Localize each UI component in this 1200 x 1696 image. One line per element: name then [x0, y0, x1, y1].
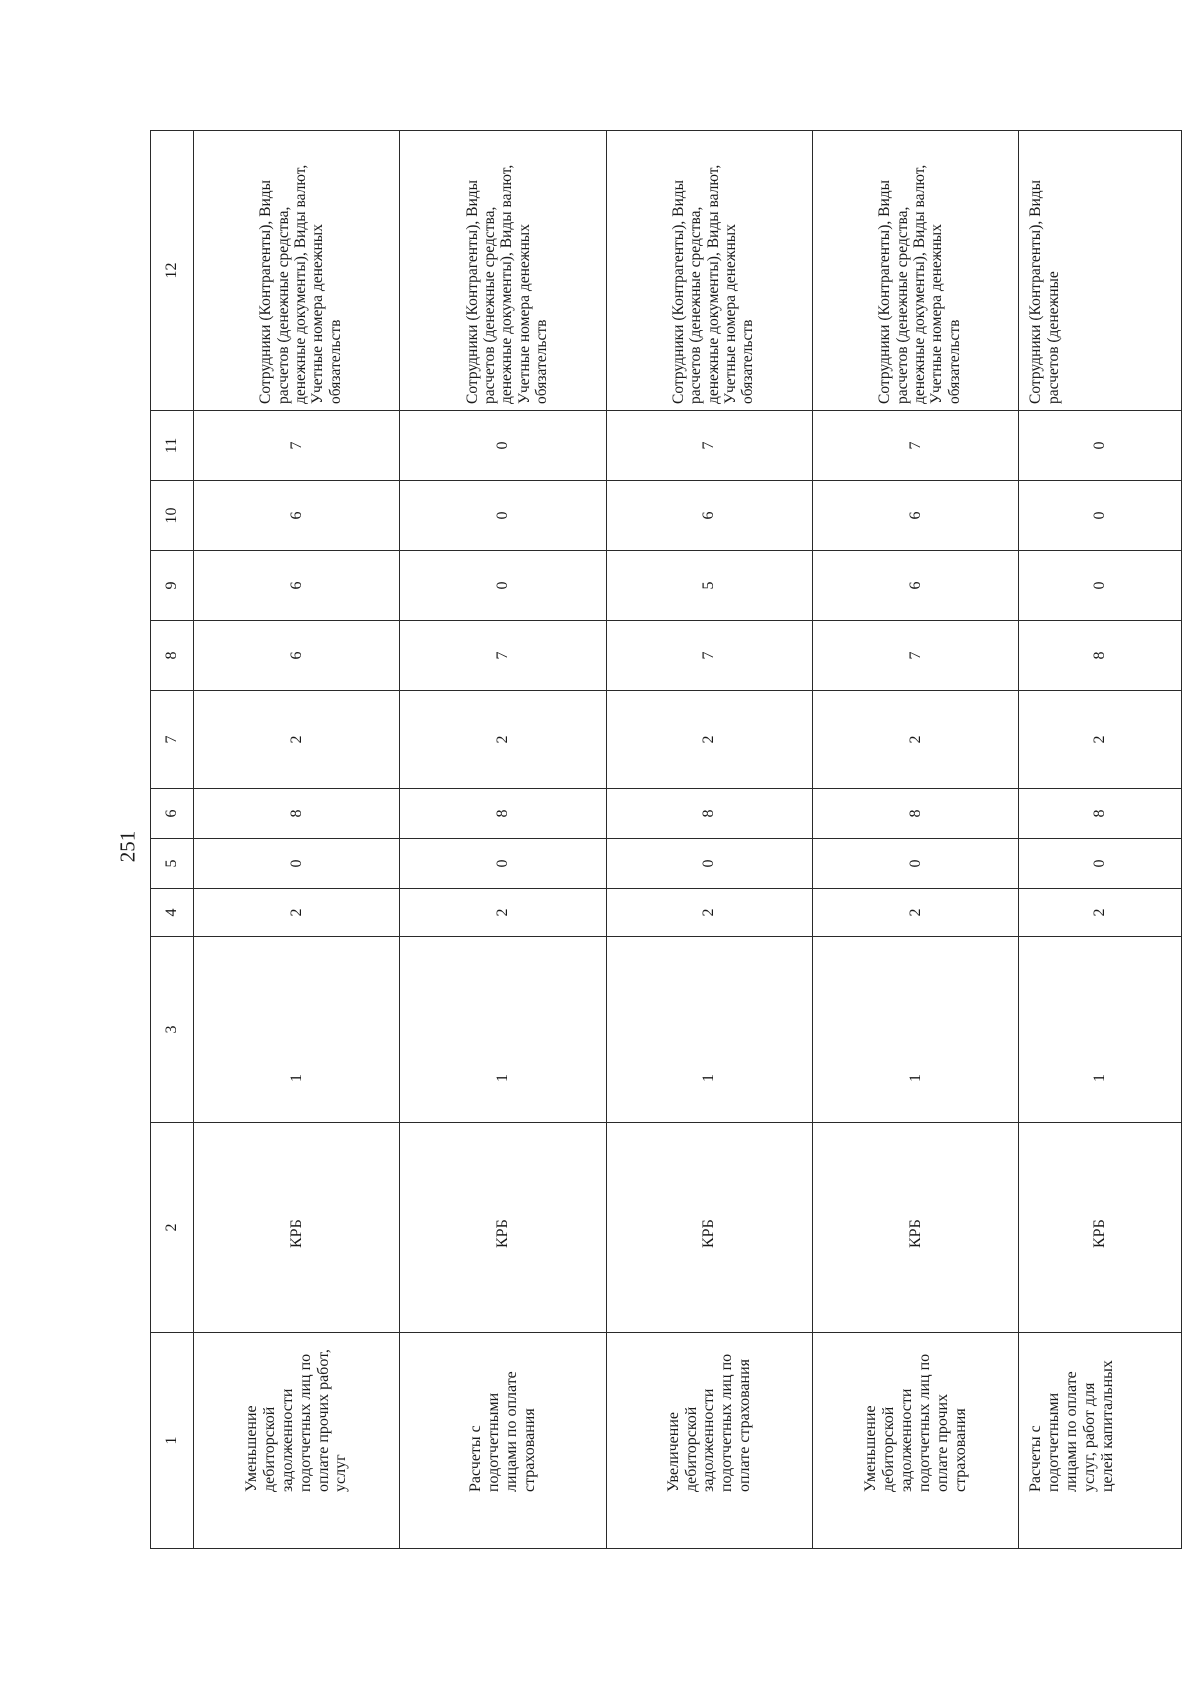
- column-8-cell: 6: [194, 621, 400, 691]
- table-row: [606, 131, 812, 1549]
- table-row: [194, 131, 400, 1549]
- code-cell: КРБ: [813, 1123, 1019, 1333]
- column-header: 10: [151, 481, 194, 551]
- column-7-cell: 2: [606, 691, 812, 789]
- column-8-cell: 7: [400, 621, 606, 691]
- table-row: [400, 131, 606, 1549]
- column-10-cell: 6: [194, 481, 400, 551]
- column-6-cell: 8: [400, 789, 606, 839]
- column-9-cell: 6: [813, 551, 1019, 621]
- code-cell: КРБ: [1019, 1123, 1182, 1333]
- column-10-cell: 6: [606, 481, 812, 551]
- column-8-cell: 7: [813, 621, 1019, 691]
- column-3-cell: 1: [606, 937, 812, 1123]
- table-row: [1019, 131, 1182, 1549]
- column-5-cell: 0: [813, 839, 1019, 889]
- column-4-cell: 2: [400, 889, 606, 937]
- column-3-cell: 1: [400, 937, 606, 1123]
- column-4-cell: 2: [1019, 889, 1182, 937]
- analytics-cell: Сотрудники (Контрагенты), Виды расчетов (денежные: [1019, 131, 1182, 411]
- column-6-cell: 8: [813, 789, 1019, 839]
- code-cell: КРБ: [606, 1123, 812, 1333]
- code-cell: КРБ: [400, 1123, 606, 1333]
- code-cell: КРБ: [194, 1123, 400, 1333]
- column-11-cell: 7: [813, 411, 1019, 481]
- column-4-cell: 2: [194, 889, 400, 937]
- column-8-cell: 8: [1019, 621, 1182, 691]
- column-8-cell: 7: [606, 621, 812, 691]
- column-11-cell: 7: [606, 411, 812, 481]
- column-9-cell: 0: [1019, 551, 1182, 621]
- column-9-cell: 0: [400, 551, 606, 621]
- header-row: [151, 131, 194, 1549]
- column-6-cell: 8: [194, 789, 400, 839]
- column-7-cell: 2: [813, 691, 1019, 789]
- column-10-cell: 6: [813, 481, 1019, 551]
- column-5-cell: 0: [194, 839, 400, 889]
- column-7-cell: 2: [194, 691, 400, 789]
- operation-name-cell: Увеличение дебиторской задолженности подотчетных лиц по оплате страхования: [606, 1333, 812, 1549]
- column-5-cell: 0: [606, 839, 812, 889]
- column-11-cell: 0: [1019, 411, 1182, 481]
- analytics-cell: Сотрудники (Контрагенты), Виды расчетов (денежные средства, денежные документы), Виды валют, Учетные номера денежных обязательств: [813, 131, 1019, 411]
- operation-name-cell: Уменьшение дебиторской задолженности подотчетных лиц по оплате прочих страхования: [813, 1333, 1019, 1549]
- operation-name-cell: Уменьшение дебиторской задолженности подотчетных лиц по оплате прочих работ, услуг: [194, 1333, 400, 1549]
- column-7-cell: 2: [1019, 691, 1182, 789]
- column-header: 11: [151, 411, 194, 481]
- column-3-cell: 1: [194, 937, 400, 1123]
- analytics-cell: Сотрудники (Контрагенты), Виды расчетов (денежные средства, денежные документы), Виды валют, Учетные номера денежных обязательств: [400, 131, 606, 411]
- operation-name-cell: Расчеты с подотчетными лицами по оплате страхования: [400, 1333, 606, 1549]
- column-3-cell: 1: [813, 937, 1019, 1123]
- column-header: 3: [151, 937, 194, 1123]
- page-number: 251: [115, 830, 140, 863]
- column-10-cell: 0: [1019, 481, 1182, 551]
- column-header: 12: [151, 131, 194, 411]
- column-header: 8: [151, 621, 194, 691]
- column-9-cell: 6: [194, 551, 400, 621]
- operation-name-cell: Расчеты с подотчетными лицами по оплате услуг, работ для целей капитальных: [1019, 1333, 1182, 1549]
- table-row: [813, 131, 1019, 1549]
- column-3-cell: 1: [1019, 937, 1182, 1123]
- column-5-cell: 0: [400, 839, 606, 889]
- column-header: 7: [151, 691, 194, 789]
- column-4-cell: 2: [813, 889, 1019, 937]
- column-4-cell: 2: [606, 889, 812, 937]
- column-header: 4: [151, 889, 194, 937]
- column-header: 5: [151, 839, 194, 889]
- column-header: 6: [151, 789, 194, 839]
- analytics-cell: Сотрудники (Контрагенты), Виды расчетов (денежные средства, денежные документы), Виды валют, Учетные номера денежных обязательств: [606, 131, 812, 411]
- column-header: 2: [151, 1123, 194, 1333]
- column-7-cell: 2: [400, 691, 606, 789]
- analytics-cell: Сотрудники (Контрагенты), Виды расчетов (денежные средства, денежные документы), Виды валют, Учетные номера денежных обязательств: [194, 131, 400, 411]
- column-header: 9: [151, 551, 194, 621]
- column-header: 1: [151, 1333, 194, 1549]
- column-5-cell: 0: [1019, 839, 1182, 889]
- column-9-cell: 5: [606, 551, 812, 621]
- table-container: [150, 131, 1182, 1549]
- column-10-cell: 0: [400, 481, 606, 551]
- column-6-cell: 8: [1019, 789, 1182, 839]
- column-11-cell: 7: [194, 411, 400, 481]
- column-6-cell: 8: [606, 789, 812, 839]
- column-11-cell: 0: [400, 411, 606, 481]
- accounts-table: [150, 130, 1182, 1549]
